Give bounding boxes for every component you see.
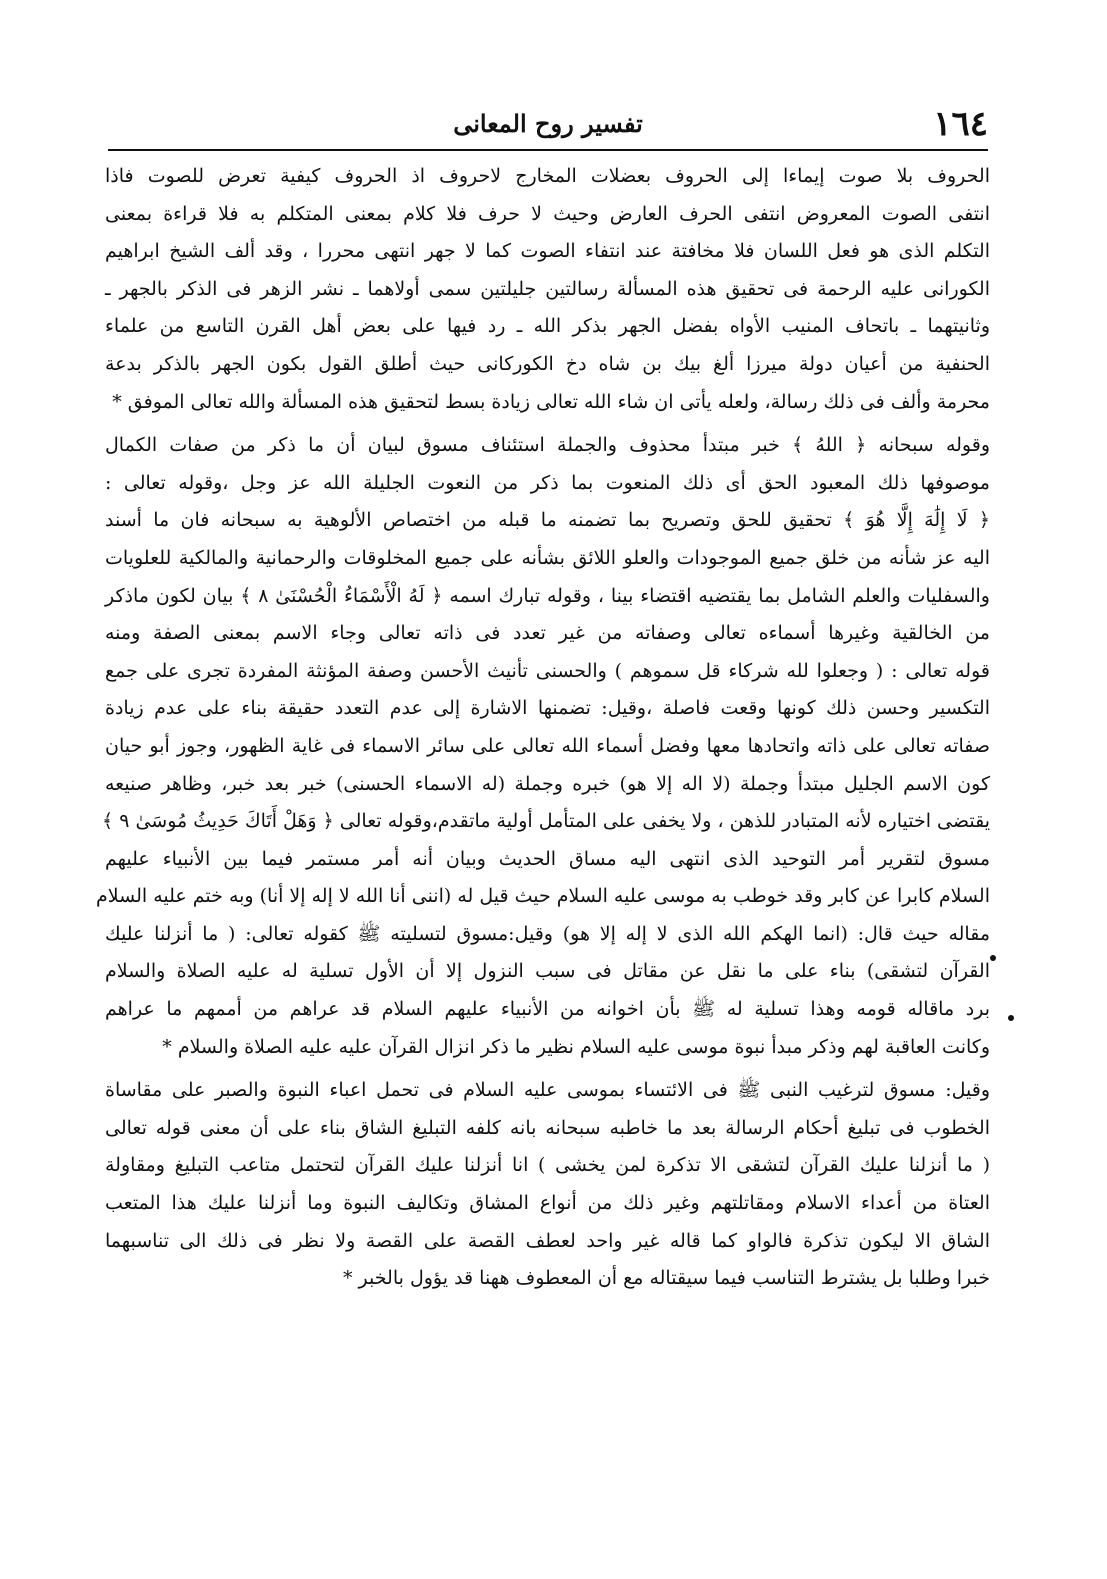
text-line: من الخالقية وغيرها أسماءه تعالى وصفاته من غير تعدد فى ذاته تعالى وجاء الاسم بمعنى الصفة ومنه: [105, 622, 990, 645]
text-line: والسفليات والعلم الشامل بما يقتضيه اقتضاء بينا ، وقوله تبارك اسمه ﴿ لَهُ الْأَسْمَاءُ الْحُسْنَىٰ ٨ ﴾ بيان لكون ماذكر: [105, 584, 990, 607]
text-line: السلام كابرا عن كابر وقد خوطب به موسى عليه السلام حيث قيل له (اننى أنا الله لا إله إلا أنا) وبه ختم عليه السلام: [96, 885, 990, 908]
header-rule: [108, 149, 988, 151]
text-line: وقيل: مسوق لترغيب النبى ﷺ فى الائتساء بموسى عليه السلام فى تحمل اعباء النبوة والصبر على مقاساة: [105, 1079, 990, 1102]
text-line: محرمة وألف فى ذلك رسالة، ولعله يأتى ان شاء الله تعالى زيادة بسط لتحقيق هذه المسألة والله تعالى الموفق *: [112, 390, 990, 413]
running-title: تفسير روح المعانى: [453, 109, 643, 138]
text-line: الشاق الا ليكون تذكرة فالواو كما قاله غير واحد لعطف القصة على القصة ولا نظر فى ذلك الى تناسبهما: [105, 1229, 990, 1252]
text-line: الخطوب فى تبليغ أحكام الرسالة بعد ما خاطبه سبحانه بانه كلفه التبليغ الشاق بناء على أن معنى قوله تعالى: [105, 1116, 990, 1139]
text-line: التكسير وحسن ذلك كونها وقعت فاصلة ،وقيل: تضمنها الاشارة إلى عدم التعدد حقيقة بناء على عدم زيادة: [105, 697, 990, 720]
paragraph-2: [96, 427, 990, 1066]
text-line: وكانت العاقبة لهم وذكر مبدأ نبوة موسى عليه السلام نظير ما ذكر انزال القرآن عليه عليه الصلاة والسلام *: [162, 1035, 990, 1058]
text-line: صفاته تعالى على ذاته واتحادها معها وفضل أسماء الله تعالى على سائر الاسماء فى غاية الظهور، وجوز أبو حيان: [105, 734, 990, 757]
text-line: وقوله سبحانه ﴿ اللهُ ﴾ خبر مبتدأ محذوف والجملة استئناف مسوق لبيان أن ما ذكر من صفات الكمال: [105, 434, 990, 457]
text-line: وثانيتهما ـ باتحاف المنيب الأواه بفضل الجهر بذكر الله ـ رد فيها على بعض أهل القرن التاسع من علماء: [105, 315, 990, 338]
text-line: موصوفها ذلك المعبود الحق أى ذلك المنعوت بما ذكر من النعوت الجليلة الله عز وجل ،وقوله تعالى :: [105, 471, 990, 494]
text-line: القرآن لتشقى) بناء على ما نقل عن مقاتل فى سبب النزول إلا أن الأول تسلية له عليه الصلاة والسلام: [105, 960, 990, 983]
text-line: اليه عز شأنه من خلق جميع الموجودات والعلو اللائق بشأنه على جميع المخلوقات والرحمانية والمالكية للعلويات: [105, 546, 990, 569]
margin-dot: [1008, 1015, 1014, 1021]
paragraph-3: [105, 1072, 990, 1298]
text-line: مسوق لتقرير أمر التوحيد الذى انتهى اليه مساق الحديث وبيان أنه أمر مستمر فيما بين الأنبياء عليهم: [105, 847, 990, 870]
page-number: ١٦٤: [933, 104, 988, 144]
text-line: الحنفية من أعيان دولة ميرزا ألغ بيك بن شاه دخ الكوركانى حيث أطلق القول بكون الجهر بالذكر بدعة: [105, 352, 990, 375]
text-line: التكلم الذى هو فعل اللسان فلا مخافتة عند انتفاء الصوت كما لا جهر انتهى محررا ، وقد ألف الشيخ ابراهيم: [105, 240, 990, 263]
margin-dot: [990, 955, 996, 961]
text-line: انتفى الصوت المعروض انتفى الحرف العارض وحيث لا حرف فلا كلام بمعنى المتكلم به فلا قراءة بمعنى: [105, 202, 990, 225]
text-line: برد ماقاله قومه وهذا تسلية له ﷺ بأن اخوانه من الأنبياء عليهم السلام قد عراهم من أممهم ما عراهم: [105, 998, 990, 1021]
text-line: الحروف بلا صوت إيماءا إلى الحروف بعضلات المخارج لاحروف اذ الحروف كيفية تعرض للصوت فاذا: [105, 165, 990, 187]
text-line: ﴿ لَا إِلَٰهَ إِلَّا هُوَ ﴾ تحقيق للحق وتصريح بما تضمنه ما قبله من اختصاص الألوهية به سبحانه فان ما أسند: [105, 509, 990, 532]
text-line: كون الاسم الجليل مبتدأ وجملة (لا اله إلا هو) خبره وجملة (له الاسماء الحسنى) خبر بعد خبر، وظاهر صنيعه: [105, 772, 990, 795]
text-line: الكورانى عليه الرحمة فى تحقيق هذه المسألة رسالتين جليلتين سمى أولاهما ـ نشر الزهر فى الذكر بالجهر ـ: [105, 277, 990, 300]
body-text: [96, 158, 990, 1298]
text-line: قوله تعالى : ( وجعلوا لله شركاء قل سموهم ) والحسنى تأنيث الأحسن وصفة المؤنثة المفردة تجرى على جمع: [105, 659, 990, 682]
text-line: خبرا وطلبا بل يشترط التناسب فيما سيقتاله مع أن المعطوف ههنا قد يؤول بالخبر *: [343, 1267, 990, 1290]
text-line: يقتضى اختياره لأنه المتبادر للذهن ، ولا يخفى على المتأمل أولية ماتقدم،وقوله تعالى ﴿ وَهَلْ أَتَاكَ حَدِيثُ مُوسَىٰ ٩ ﴾: [102, 810, 990, 833]
text-line: العتاة من أعداء الاسلام ومقاتلتهم وغير ذلك من أنواع المشاق وتكاليف النبوة وما أنزلنا عليك هذا المتعب: [105, 1192, 990, 1215]
paragraph-1: [105, 158, 990, 421]
page-header: [108, 100, 988, 148]
text-line: مقاله حيث قال: (انما الهكم الله الذى لا إله إلا هو) وقيل:مسوق لتسليته ﷺ كقوله تعالى: ( ما أنزلنا عليك: [105, 922, 990, 945]
text-line: ( ما أنزلنا عليك القرآن لتشقى الا تذكرة لمن يخشى ) انا أنزلنا عليك القرآن لتحتمل متاعب التبليغ ومقاولة: [105, 1154, 990, 1177]
